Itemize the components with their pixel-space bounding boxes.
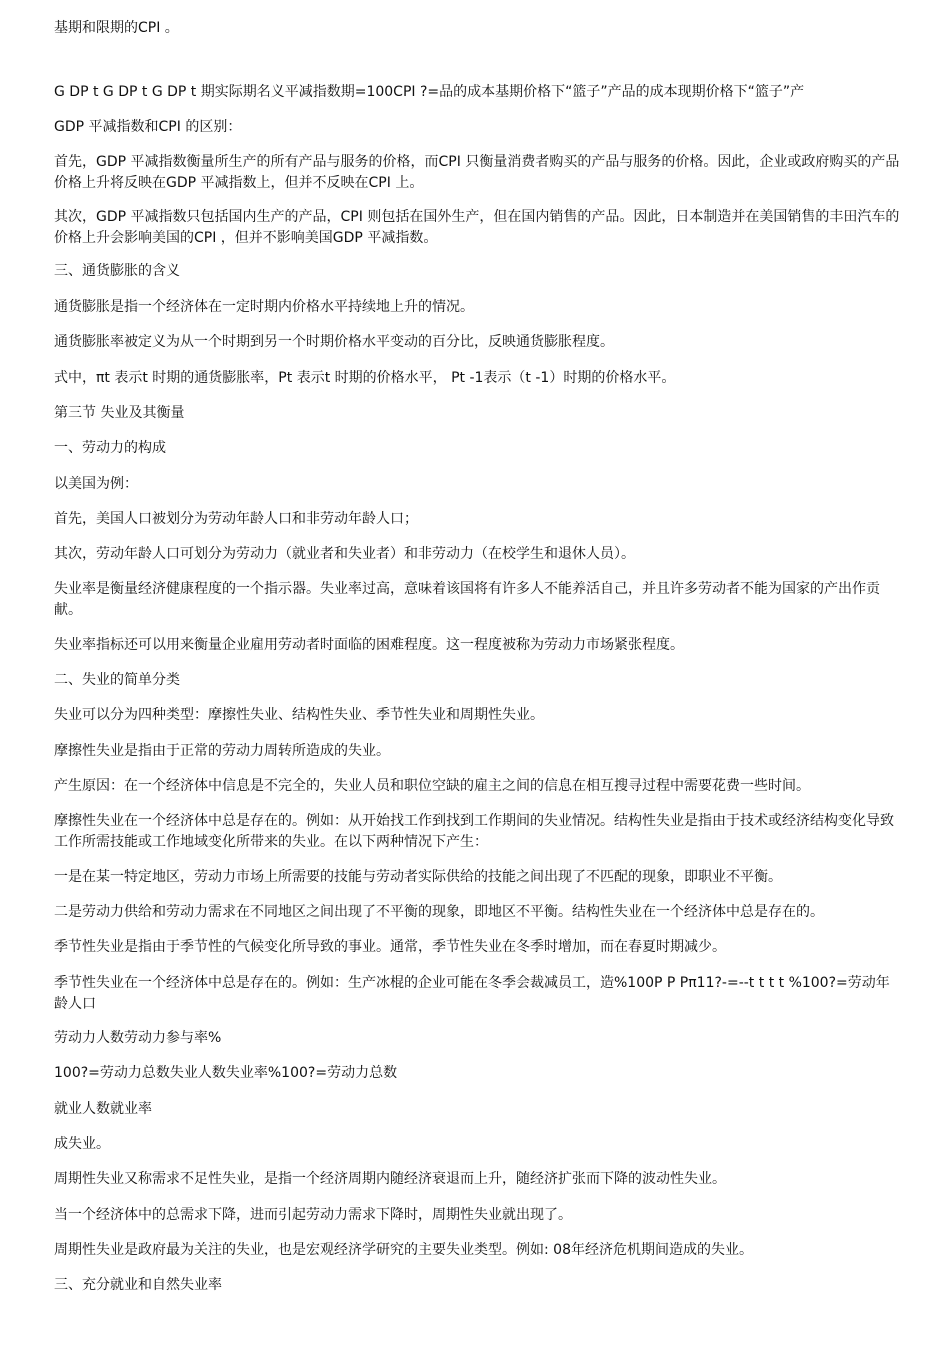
paragraph: 当一个经济体中的总需求下降，进而引起劳动力需求下降时，周期性失业就出现了。 bbox=[54, 1207, 572, 1223]
paragraph: 首先，GDP 平减指数衡量所生产的所有产品与服务的价格，而CPI 只衡量消费者购买的产品与服务的价格。因此，企业或政府购买的产品价格上升将反映在GDP 平减指数上，但并不反映在CPI 上。 bbox=[54, 154, 900, 191]
paragraph: 通货膨胀率被定义为从一个时期到另一个时期价格水平变动的百分比，反映通货膨胀程度。 bbox=[54, 334, 614, 350]
paragraph: 其次，劳动年龄人口可划分为劳动力（就业者和失业者）和非劳动力（在校学生和退休人员）。 bbox=[54, 546, 635, 562]
paragraph: 通货膨胀是指一个经济体在一定时期内价格水平持续地上升的情况。 bbox=[54, 299, 474, 315]
formula-fragment: 100?=劳动力总数失业人数失业率%100?=劳动力总数 bbox=[54, 1065, 398, 1081]
section-heading: 三、通货膨胀的含义 bbox=[54, 263, 180, 279]
paragraph: 摩擦性失业是指由于正常的劳动力周转所造成的失业。 bbox=[54, 743, 390, 759]
paragraph: 季节性失业在一个经济体中总是存在的。例如：生产冰棍的企业可能在冬季会裁减员工，造%100P P Pπ11?-=--t t t t %100?=劳动年龄人口 bbox=[54, 975, 890, 1012]
section-heading: 三、充分就业和自然失业率 bbox=[54, 1277, 222, 1293]
paragraph: 周期性失业又称需求不足性失业，是指一个经济周期内随经济衰退而上升，随经济扩张而下降的波动性失业。 bbox=[54, 1171, 726, 1187]
paragraph: 以美国为例： bbox=[54, 476, 138, 492]
paragraph: 摩擦性失业在一个经济体中总是存在的。例如：从开始找工作到找到工作期间的失业情况。结构性失业是指由于技术或经济结构变化导致工作所需技能或工作地域变化所带来的失业。在以下两种情况下产生： bbox=[54, 813, 894, 850]
paragraph: 失业率是衡量经济健康程度的一个指示器。失业率过高，意味着该国将有许多人不能养活自己，并且许多劳动者不能为国家的产出作贡献。 bbox=[54, 581, 880, 618]
paragraph: 周期性失业是政府最为关注的失业，也是宏观经济学研究的主要失业类型。例如: 08年经济危机期间造成的失业。 bbox=[54, 1242, 753, 1258]
paragraph: 产生原因：在一个经济体中信息是不完全的，失业人员和职位空缺的雇主之间的信息在相互搜寻过程中需要花费一些时间。 bbox=[54, 778, 810, 794]
paragraph: 失业可以分为四种类型：摩擦性失业、结构性失业、季节性失业和周期性失业。 bbox=[54, 707, 544, 723]
paragraph: 其次，GDP 平减指数只包括国内生产的产品，CPI 则包括在国外生产，但在国内销售的产品。因此，日本制造并在美国销售的丰田汽车的价格上升会影响美国的CPI ，但并不影响美国GDP 平减指数。 bbox=[54, 209, 900, 246]
paragraph: 首先，美国人口被划分为劳动年龄人口和非劳动年龄人口； bbox=[54, 511, 418, 527]
formula-fragment: 劳动力人数劳动力参与率% bbox=[54, 1030, 222, 1046]
paragraph: 基期和限期的CPI 。 bbox=[54, 20, 179, 36]
paragraph: 式中，πt 表示t 时期的通货膨胀率，Pt 表示t 时期的价格水平， Pt -1表示（t -1）时期的价格水平。 bbox=[54, 370, 676, 386]
paragraph: 二是劳动力供给和劳动力需求在不同地区之间出现了不平衡的现象，即地区不平衡。结构性失业在一个经济体中总是存在的。 bbox=[54, 904, 824, 920]
paragraph: 一是在某一特定地区，劳动力市场上所需要的技能与劳动者实际供给的技能之间出现了不匹配的现象，即职业不平衡。 bbox=[54, 869, 782, 885]
formula-fragment: 就业人数就业率 bbox=[54, 1101, 152, 1117]
paragraph: 成失业。 bbox=[54, 1136, 110, 1152]
section-heading: 二、失业的简单分类 bbox=[54, 672, 180, 688]
paragraph: 失业率指标还可以用来衡量企业雇用劳动者时面临的困难程度。这一程度被称为劳动力市场紧张程度。 bbox=[54, 637, 684, 653]
paragraph: GDP 平减指数和CPI 的区别： bbox=[54, 119, 242, 135]
paragraph: G DP t G DP t G DP t 期实际期名义平减指数期=100CPI ?=品的成本基期价格下“篮子”产品的成本现期价格下“篮子”产 bbox=[54, 84, 805, 100]
paragraph: 季节性失业是指由于季节性的气候变化所导致的事业。通常，季节性失业在冬季时增加，而在春夏时期减少。 bbox=[54, 939, 726, 955]
section-heading: 一、劳动力的构成 bbox=[54, 440, 166, 456]
chapter-heading: 第三节 失业及其衡量 bbox=[54, 405, 185, 421]
